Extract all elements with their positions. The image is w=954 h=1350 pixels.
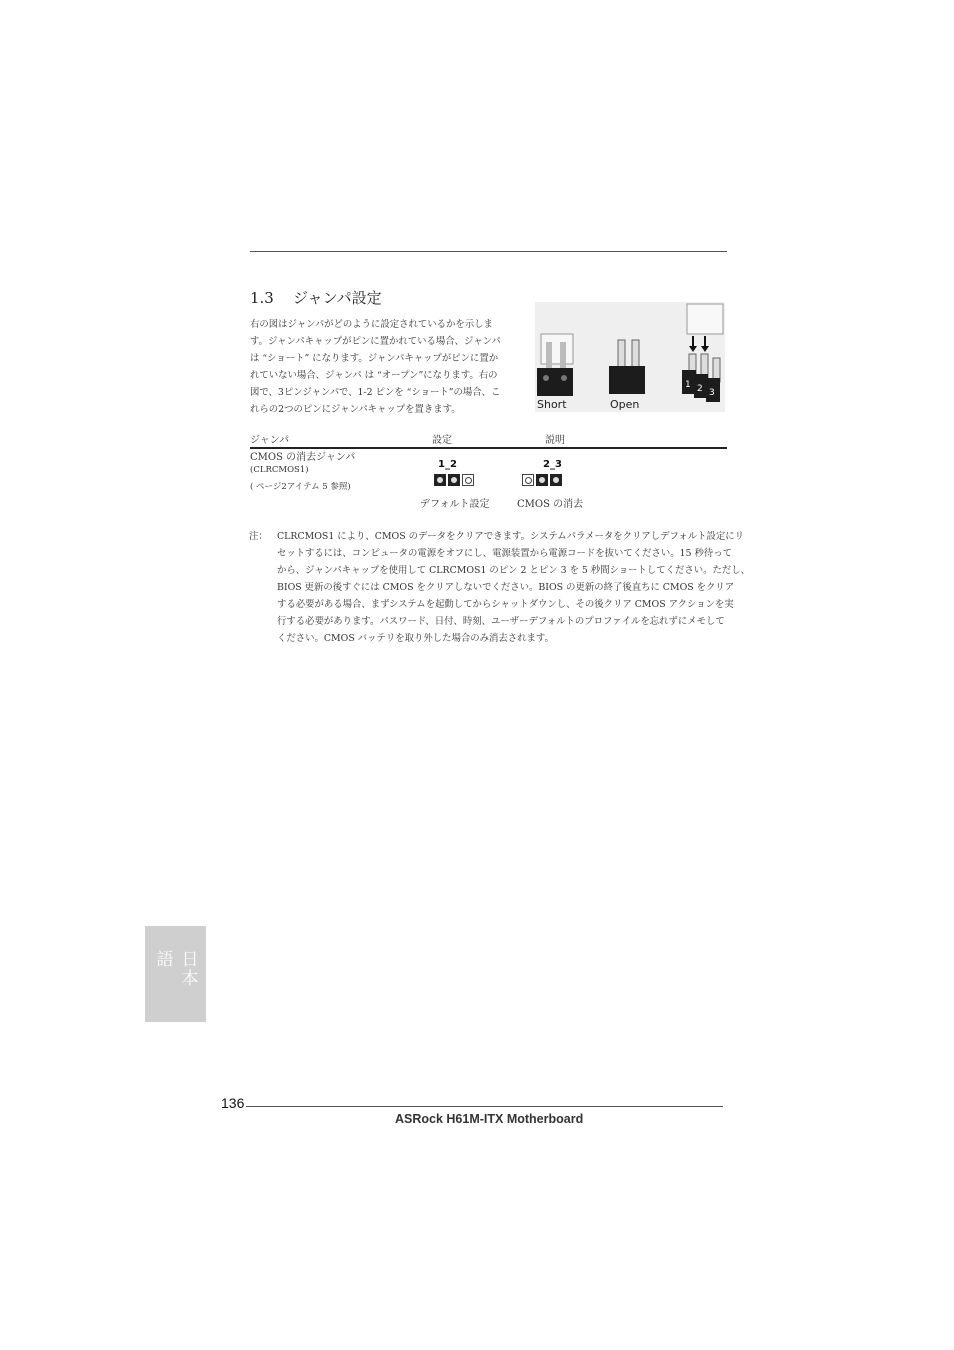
table-header-setting: 設定 (432, 435, 452, 446)
jumper-drawing (535, 302, 725, 412)
note-line: 行する必要があります。パスワード、日付、時刻、ユーザーデフォルトのプロファイルを忘れずにメモして (277, 616, 725, 627)
note-line: CLRCMOS1 により、CMOS のデータをクリアできます。システムパラメータをクリアしデフォルト設定にリ (277, 531, 744, 542)
intro-line: 右の図はジャンパがどのように設定されているかを示しま (250, 319, 493, 330)
section-title (250, 287, 382, 308)
table-header-jumper: ジャンパ (250, 435, 290, 446)
note-paragraph (277, 528, 751, 647)
pin-number-3: 3 (709, 388, 715, 398)
note-line: する必要がある場合、まずシステムを起動してからシャットダウンし、その後クリア CMOS アクションを実 (277, 599, 734, 610)
jumper-name: CMOS の消去ジャンパ (250, 452, 356, 463)
language-tab-label: 日本語 (152, 950, 198, 988)
intro-line: 図で、3ピンジャンパで、1-2 ピンを “ショート”の場合、こ (250, 387, 501, 398)
note-line: セットするには、コンピュータの電源をオフにし、電源装置から電源コードを抜いてください。15 秒待って (277, 548, 732, 559)
intro-line: れていない場合、ジャンパ は “オープン”になります。右の (250, 370, 498, 381)
table-header-description: 説明 (545, 435, 565, 446)
default-caption: デフォルト設定 (420, 499, 490, 510)
pin-shorted (434, 474, 446, 486)
default-pin-diagram (434, 474, 474, 486)
clear-pin-diagram (522, 474, 562, 486)
footer-divider (246, 1106, 723, 1107)
pin-shorted (448, 474, 460, 486)
note-label: 注： (249, 531, 268, 542)
pin-number-2: 2 (697, 384, 703, 394)
language-tab (145, 926, 206, 1022)
pin-shorted (536, 474, 548, 486)
intro-line: す。ジャンパキャップがピンに置かれている場合、ジャンパ (250, 336, 501, 347)
section-heading: ジャンパ設定 (292, 289, 382, 307)
open-label: Open (610, 398, 640, 411)
jumper-page-ref: ( ページ2アイテム 5 参照) (250, 482, 351, 492)
default-pin-label: 1_2 (438, 459, 457, 470)
intro-paragraph (250, 316, 525, 418)
pin-number-1: 1 (685, 380, 691, 390)
pin-open (522, 474, 534, 486)
jumper-illustration (535, 302, 725, 412)
jumper-id: (CLRCMOS1) (250, 465, 309, 475)
section-number: 1.3 (250, 289, 274, 307)
short-label: Short (537, 398, 567, 411)
clear-caption: CMOS の消去 (517, 499, 584, 510)
footer-title: ASRock H61M-ITX Motherboard (395, 1112, 584, 1126)
pin-shorted (550, 474, 562, 486)
intro-line: は “ショート” になります。ジャンパキャップがピンに置か (250, 353, 499, 364)
note-line: から、ジャンパキャップを使用して CLRCMOS1 のピン 2 とピン 3 を 5 秒間ショートしてください。ただし、 (277, 565, 751, 576)
pin-open (462, 474, 474, 486)
page-number: 136 (221, 1095, 245, 1111)
note-line: ください。CMOS バッテリを取り外した場合のみ消去されます。 (277, 633, 554, 644)
intro-line: れらの2つのピンにジャンパキャップを置きます。 (250, 404, 461, 415)
clear-pin-label: 2_3 (543, 459, 562, 470)
note-line: BIOS 更新の後すぐには CMOS をクリアしないでください。BIOS の更新の終了後直ちに CMOS をクリア (277, 582, 735, 593)
top-divider (250, 251, 727, 252)
